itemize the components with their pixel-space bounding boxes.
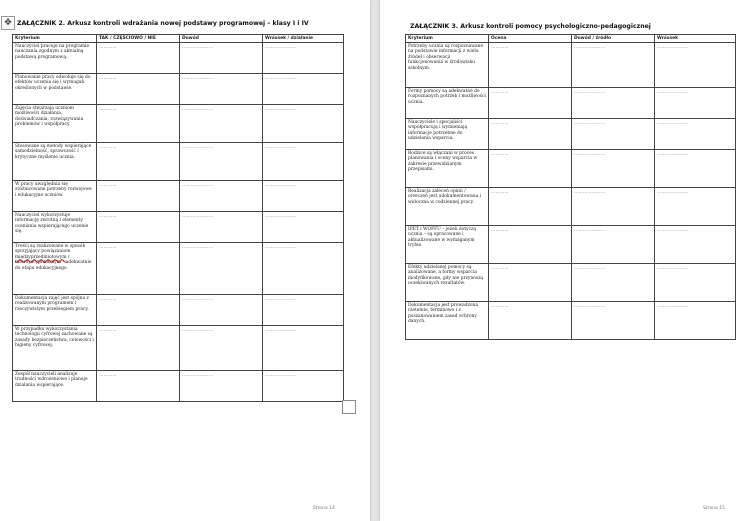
rating-cell[interactable]: ………… (489, 302, 572, 340)
table-row (13, 181, 344, 212)
conclusion-cell[interactable]: ………………… (263, 295, 344, 326)
page-number: Strona 15 (703, 506, 725, 511)
control-sheet-table-left (12, 34, 344, 402)
table-row (13, 295, 344, 326)
table-row (13, 143, 344, 181)
conclusion-cell[interactable]: ………………… (263, 43, 344, 74)
evidence-cell[interactable]: ………………… (180, 74, 263, 105)
rating-cell[interactable]: ………… (489, 150, 572, 188)
table-resize-handle[interactable] (342, 400, 356, 414)
conclusion-cell[interactable]: ………………… (263, 243, 344, 295)
criterion-cell[interactable]: Stosowane są metody wspierające samodzielność, sprawczość i krytyczne myślenie ucznia. (13, 143, 97, 181)
criterion-cell[interactable]: Nauczyciel wykorzystuje informację zwrotną i elementy oceniania wspierającego uczenie się. (13, 212, 97, 243)
criterion-cell[interactable]: Formy pomocy są adekwatne do rozpoznanych potrzeb i możliwości ucznia. (406, 88, 489, 119)
evidence-cell[interactable]: ………………… (180, 295, 263, 326)
rating-cell[interactable]: ………… (489, 188, 572, 226)
yes-no-cell[interactable]: ………… (97, 143, 180, 181)
criterion-cell[interactable]: Potrzeby ucznia są rozpoznawane na podstawie informacji z wielu źródeł i obserwacji funkcjonowania w środowisku szkolnym. (406, 43, 489, 88)
evidence-cell[interactable]: ………………… (180, 143, 263, 181)
evidence-cell[interactable]: ………………… (180, 326, 263, 371)
evidence-cell[interactable]: ………………… (180, 371, 263, 402)
rating-cell[interactable]: ………… (489, 43, 572, 88)
conclusion-cell[interactable]: ………………… (263, 371, 344, 402)
conclusion-cell[interactable]: ………………… (263, 181, 344, 212)
yes-no-cell[interactable]: ………… (97, 212, 180, 243)
criterion-cell[interactable]: IPET i WOPFU – jeżeli dotyczą ucznia – są opracowane i aktualizowane w wymaganym trybie. (406, 226, 489, 264)
criterion-cell[interactable]: Nauczyciele i specjaliści współpracują i wymieniają informacje potrzebne do udzielania wsparcia. (406, 119, 489, 150)
table-row (406, 188, 736, 226)
yes-no-cell[interactable]: ………… (97, 371, 180, 402)
evidence-cell[interactable]: ………………… (572, 150, 655, 188)
column-header-rating: Ocena (489, 35, 572, 43)
criterion-cell[interactable] (13, 243, 97, 295)
evidence-cell[interactable]: ………………… (572, 302, 655, 340)
table-row (406, 43, 736, 88)
table-row (406, 226, 736, 264)
yes-no-cell[interactable]: ………… (97, 43, 180, 74)
rating-cell[interactable]: ………… (489, 264, 572, 302)
table-row (406, 88, 736, 119)
criterion-text: Treści są realizowane w sposób sprzyjający powiązaniom (15, 243, 86, 255)
table-row (13, 243, 344, 295)
yes-no-cell[interactable]: ………… (97, 326, 180, 371)
control-sheet-table-right (405, 34, 736, 340)
criterion-cell[interactable]: Efekty udzielanej pomocy są analizowane, a formy wsparcia modyfikowane, gdy nie przynoszą oczekiwanych rezultatów. (406, 264, 489, 302)
evidence-cell[interactable]: ………………… (572, 119, 655, 150)
yes-no-cell[interactable]: ………… (97, 105, 180, 143)
evidence-cell[interactable]: ………………… (572, 43, 655, 88)
evidence-cell[interactable]: ………………… (572, 88, 655, 119)
criterion-cell[interactable]: Dokumentacja zajęć jest spójna z realizowanym programem i rzeczywistym przebiegiem pracy. (13, 295, 97, 326)
rating-cell[interactable]: ………… (489, 119, 572, 150)
conclusion-cell[interactable]: ………………… (655, 88, 736, 119)
table-row (406, 264, 736, 302)
criterion-cell[interactable]: W przypadku wykorzystania technologii cyfrowej zachowane są zasady bezpieczeństwa, celowości i higieny cyfrowej. (13, 326, 97, 371)
table-header-row (406, 35, 736, 43)
column-header-evidence-source: Dowód / źródło (572, 35, 655, 43)
column-header-yes-no: TAK / CZĘŚCIOWO / NIE (97, 35, 180, 43)
table-row (13, 74, 344, 105)
column-header-conclusion: Wniosek (655, 35, 736, 43)
table-row (13, 326, 344, 371)
table-row (13, 105, 344, 143)
conclusion-cell[interactable]: ………………… (655, 264, 736, 302)
conclusion-cell[interactable]: ………………… (655, 119, 736, 150)
conclusion-cell[interactable]: ………………… (263, 105, 344, 143)
criterion-cell[interactable]: Dokumentacja jest prowadzona rzetelnie, terminowo i z poszanowaniem zasad ochrony danych. (406, 302, 489, 340)
yes-no-cell[interactable]: ………… (97, 243, 180, 295)
evidence-cell[interactable]: ………………… (572, 188, 655, 226)
yes-no-cell[interactable]: ………… (97, 74, 180, 105)
table-row (13, 371, 344, 402)
evidence-cell[interactable]: ………………… (180, 243, 263, 295)
criterion-cell[interactable]: W pracy uwzględnia się zróżnicowane potrzeby rozwojowe i edukacyjne uczniów. (13, 181, 97, 212)
conclusion-cell[interactable]: ………………… (263, 326, 344, 371)
column-header-criterion: Kryterium (13, 35, 97, 43)
table-row (13, 212, 344, 243)
criterion-cell[interactable]: Rodzice są włączani w proces planowania i oceny wsparcia w zakresie przewidzianym przepisami. (406, 150, 489, 188)
criterion-cell[interactable]: Zespół nauczycieli analizuje trudności wdrożeniowe i planuje działania wspierające. (13, 371, 97, 402)
conclusion-cell[interactable]: ………………… (263, 143, 344, 181)
evidence-cell[interactable]: ………………… (180, 212, 263, 243)
column-header-conclusion: Wniosek / działanie (263, 35, 344, 43)
rating-cell[interactable]: ………… (489, 88, 572, 119)
conclusion-cell[interactable]: ………………… (655, 226, 736, 264)
conclusion-cell[interactable]: ………………… (263, 212, 344, 243)
conclusion-cell[interactable]: ………………… (655, 302, 736, 340)
criterion-cell[interactable]: Planowanie pracy odwołuje się do efektów uczenia się i wymagań określonych w podstawie. (13, 74, 97, 105)
column-header-criterion: Kryterium (406, 35, 489, 43)
evidence-cell[interactable]: ………………… (180, 43, 263, 74)
table-header-row (13, 35, 344, 43)
evidence-cell[interactable]: ………………… (180, 181, 263, 212)
table-move-handle-icon[interactable]: ✥ (1, 16, 15, 30)
rating-cell[interactable]: ………… (489, 226, 572, 264)
criterion-cell[interactable]: Nauczyciel pracuje na programie nauczania zgodnym z aktualną podstawą programową. (13, 43, 97, 74)
column-header-evidence: Dowód (180, 35, 263, 43)
criterion-cell[interactable]: Realizacja zaleceń opinii / orzeczeń jest udokumentowana i widoczna w codziennej pracy. (406, 188, 489, 226)
evidence-cell[interactable]: ………………… (180, 105, 263, 143)
table-row (406, 119, 736, 150)
criterion-cell[interactable]: Zajęcia stwarzają uczniom możliwości działania, doświadczania, rozwiązywania problemów i współpracy. (13, 105, 97, 143)
yes-no-cell[interactable]: ………… (97, 295, 180, 326)
spellcheck-flagged-word[interactable]: międzyprzedmiotowym (15, 254, 67, 260)
table-row (406, 150, 736, 188)
evidence-cell[interactable]: ………………… (572, 264, 655, 302)
evidence-cell[interactable]: ………………… (572, 226, 655, 264)
table-row (406, 302, 736, 340)
page-title: ZAŁĄCZNIK 2. Arkusz kontroli wdrażania nowej podstawy programowej – klasy I i IV (17, 20, 309, 27)
conclusion-cell[interactable]: ………………… (655, 188, 736, 226)
yes-no-cell[interactable]: ………… (97, 181, 180, 212)
table-row (13, 43, 344, 74)
conclusion-cell[interactable]: ………………… (655, 43, 736, 88)
page-number: Strona 14 (313, 506, 335, 511)
criterion-text: / interdyscyplinarnym – adekwatnie do etapu edukacyjnego. (15, 254, 92, 271)
conclusion-cell[interactable]: ………………… (263, 74, 344, 105)
conclusion-cell[interactable]: ………………… (655, 150, 736, 188)
page-title: ZAŁĄCZNIK 3. Arkusz kontroli pomocy psychologiczno-pedagogicznej (410, 23, 651, 30)
